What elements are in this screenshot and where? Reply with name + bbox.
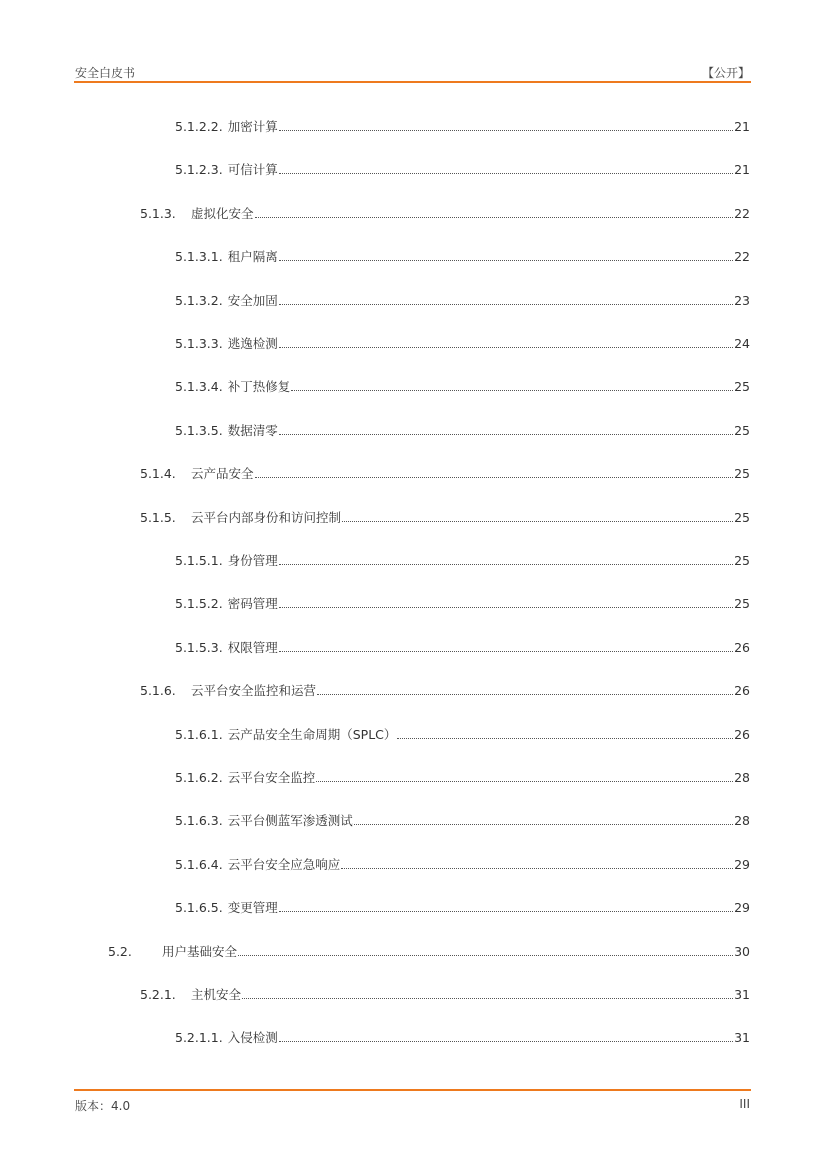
toc-entry[interactable]: [175, 768, 750, 786]
toc-entry[interactable]: [140, 464, 750, 482]
header-classification-label: 【公开】: [701, 66, 750, 80]
toc-entry-page: 30: [734, 943, 750, 959]
footer-version: 版本：4.0: [75, 1099, 131, 1113]
toc-entry[interactable]: [175, 117, 750, 135]
toc-entry-title: 云产品安全: [191, 466, 254, 482]
toc-entry-number: 5.1.6.3.: [175, 813, 223, 829]
toc-entry[interactable]: [175, 725, 750, 743]
toc-entry-page: 25: [734, 422, 750, 438]
toc-entry-number: 5.1.5.1.: [175, 553, 223, 568]
toc-dot-leader: [238, 954, 733, 956]
toc-entry-number: 5.2.1.: [140, 987, 176, 1002]
toc-entry-title: 安全加固: [227, 292, 278, 308]
toc-entry-page: 21: [734, 162, 750, 178]
toc-entry-page: 25: [734, 553, 750, 568]
toc-entry[interactable]: [175, 160, 750, 178]
toc-entry-title: 密码管理: [227, 596, 278, 612]
toc-entry-number: 5.1.3.3.: [175, 336, 223, 351]
toc-entry-page: 25: [734, 379, 750, 395]
toc-dot-leader: [255, 216, 734, 218]
toc-dot-leader: [279, 606, 733, 608]
toc-entry-title: 入侵检测: [227, 1030, 278, 1046]
toc-entry-number: 5.1.3.4.: [175, 379, 223, 395]
toc-entry-title: 云平台安全监控: [227, 770, 316, 785]
toc-dot-leader: [279, 1040, 733, 1042]
toc-entry[interactable]: [140, 985, 750, 1003]
toc-entry-number: 5.2.1.1.: [175, 1030, 223, 1046]
toc-entry-page: 21: [734, 119, 750, 134]
toc-entry[interactable]: [175, 421, 750, 439]
toc-dot-leader: [341, 867, 733, 869]
toc-entry[interactable]: [175, 291, 750, 309]
toc-entry-page: 28: [734, 770, 750, 785]
toc-entry-title: 可信计算: [227, 162, 278, 178]
toc-dot-leader: [291, 389, 733, 391]
toc-entry-title: 虚拟化安全: [191, 205, 254, 221]
toc-dot-leader: [279, 346, 733, 348]
toc-entry-title: 云平台内部身份和访问控制: [191, 509, 342, 525]
toc-entry[interactable]: [175, 811, 750, 829]
toc-entry-page: 29: [734, 856, 750, 872]
toc-entry-page: 23: [734, 292, 750, 308]
toc-entry-title: 云平台安全应急响应: [227, 856, 341, 872]
toc-entry-page: 26: [734, 683, 750, 699]
toc-entry-number: 5.1.5.3.: [175, 639, 223, 655]
header-divider: [74, 81, 751, 83]
toc-entry-page: 26: [734, 726, 750, 742]
toc-dot-leader: [279, 433, 733, 435]
toc-entry-page: 25: [734, 596, 750, 612]
toc-entry-page: 31: [734, 987, 750, 1002]
toc-entry-page: 26: [734, 639, 750, 655]
toc-entry-number: 5.1.2.2.: [175, 119, 223, 134]
footer-page-number: III: [739, 1097, 750, 1111]
toc-entry-number: 5.1.3.2.: [175, 292, 223, 308]
toc-dot-leader: [316, 780, 733, 782]
toc-entry-page: 22: [734, 205, 750, 221]
toc-entry[interactable]: [140, 681, 750, 699]
toc-entry-number: 5.1.4.: [140, 466, 176, 482]
toc-entry-number: 5.2.: [108, 943, 132, 959]
toc-entry-number: 5.1.6.1.: [175, 726, 223, 742]
toc-entry-title: 云平台侧蓝军渗透测试: [227, 813, 353, 829]
toc-entry-number: 5.1.6.2.: [175, 770, 223, 785]
toc-dot-leader: [317, 693, 733, 695]
toc-entry-title: 加密计算: [227, 119, 278, 134]
toc-entry[interactable]: [175, 551, 750, 569]
toc-dot-leader: [242, 997, 733, 999]
toc-entry-title: 补丁热修复: [227, 379, 291, 395]
toc-dot-leader: [397, 737, 733, 739]
toc-entry-title: 用户基础安全: [162, 943, 238, 959]
header-document-title: 安全白皮书: [75, 66, 136, 80]
toc-entry-number: 5.1.3.: [140, 205, 176, 221]
toc-entry[interactable]: [175, 377, 750, 395]
toc-entry[interactable]: [175, 1028, 750, 1046]
toc-entry[interactable]: [140, 508, 750, 526]
toc-entry-title: 变更管理: [227, 900, 278, 916]
toc-entry-title: 数据清零: [227, 422, 278, 438]
toc-dot-leader: [279, 563, 733, 565]
toc-entry-page: 24: [734, 336, 750, 351]
toc-entry-number: 5.1.6.5.: [175, 900, 223, 916]
toc-entry[interactable]: [175, 638, 750, 656]
toc-entry-title: 身份管理: [227, 553, 278, 568]
footer-divider: [74, 1089, 751, 1091]
toc-dot-leader: [255, 476, 734, 478]
toc-entry[interactable]: [175, 334, 750, 352]
toc-entry-number: 5.1.6.4.: [175, 856, 223, 872]
toc-entry-page: 22: [734, 249, 750, 265]
toc-entry-title: 权限管理: [227, 639, 278, 655]
toc-entry[interactable]: [175, 247, 750, 265]
toc-entry-page: 25: [734, 466, 750, 482]
toc-entry-number: 5.1.3.1.: [175, 249, 223, 265]
toc-entry-title: 云平台安全监控和运营: [191, 683, 317, 699]
toc-dot-leader: [342, 520, 733, 522]
toc-entry-number: 5.1.6.: [140, 683, 176, 699]
toc-entry-number: 5.1.2.3.: [175, 162, 223, 178]
toc-entry-title: 租户隔离: [227, 249, 278, 265]
toc-entry-page: 25: [734, 509, 750, 525]
toc-entry[interactable]: [175, 855, 750, 873]
toc-dot-leader: [279, 650, 733, 652]
toc-entry[interactable]: [175, 898, 750, 916]
toc-entry-title: 云产品安全生命周期（SPLC）: [227, 726, 397, 742]
toc-entry[interactable]: [108, 942, 750, 960]
toc-entry-number: 5.1.3.5.: [175, 422, 223, 438]
toc-entry-page: 29: [734, 900, 750, 916]
toc-entry-number: 5.1.5.: [140, 509, 176, 525]
toc-entry-page: 31: [734, 1030, 750, 1046]
toc-entry-title: 逃逸检测: [227, 336, 278, 351]
toc-dot-leader: [279, 129, 733, 131]
toc-dot-leader: [279, 172, 733, 174]
toc-entry[interactable]: [175, 594, 750, 612]
toc-dot-leader: [279, 259, 733, 261]
toc-entry-page: 28: [734, 813, 750, 829]
toc-dot-leader: [279, 910, 733, 912]
toc-entry-title: 主机安全: [191, 987, 242, 1002]
toc-entry-number: 5.1.5.2.: [175, 596, 223, 612]
toc-dot-leader: [354, 823, 733, 825]
toc-dot-leader: [279, 303, 733, 305]
toc-entry[interactable]: [140, 204, 750, 222]
